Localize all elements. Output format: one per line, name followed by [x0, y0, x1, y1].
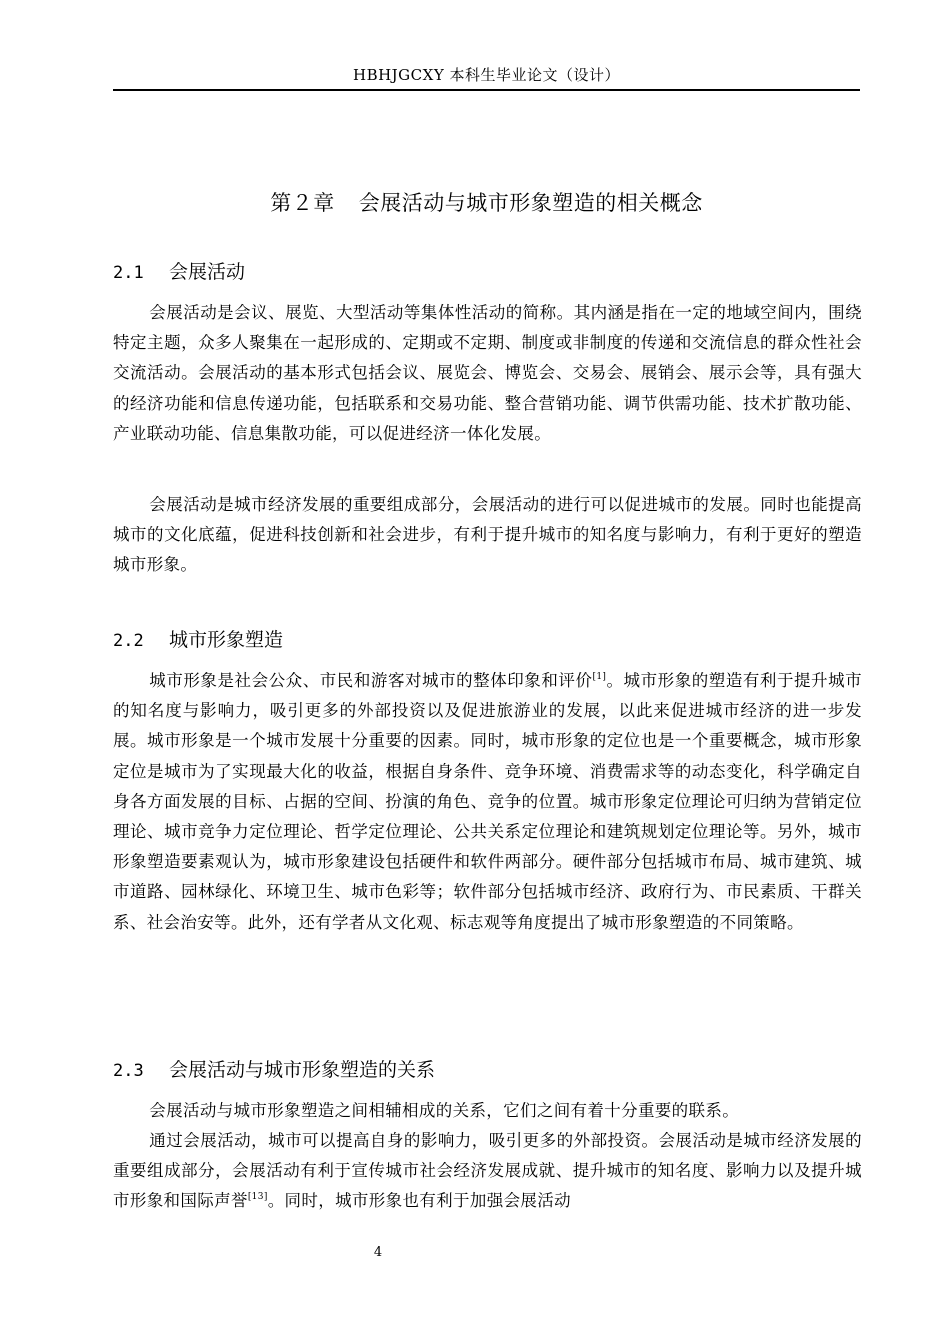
paragraph: 会展活动是会议、展览、大型活动等集体性活动的简称。其内涵是指在一定的地域空间内，围绕特定主题，众多人聚集在一起形成的、定期或不定期、制度或非制度的传递和交流信息的群众性社会交流活动。会展活动的基本形式包括会议、展览会、博览会、交易会、展销会、展示会等，具有强大的经济功能和信息传递功能，包括联系和交易功能、整合营销功能、调节供需功能、技术扩散功能、产业联动功能、信息集散功能，可以促进经济一体化发展。 [113, 303, 862, 443]
paragraph-text: 城市形象是社会公众、市民和游客对城市的整体印象和评价 [149, 671, 593, 690]
section-heading-2-2 [113, 625, 860, 656]
chapter-number: 第２章 [270, 191, 335, 215]
section-title: 城市形象塑造 [169, 629, 284, 651]
section-number: 2.3 [113, 1061, 144, 1081]
paragraph [113, 666, 862, 938]
chapter-title [113, 187, 860, 219]
section-title: 会展活动与城市形象塑造的关系 [169, 1059, 436, 1081]
chapter-title-text: 会展活动与城市形象塑造的相关概念 [358, 191, 703, 215]
paragraph-text: 通过会展活动，城市可以提高自身的影响力，吸引更多的外部投资。会展活动是城市经济发展的重要组成部分，会展活动有利于宣传城市社会经济发展成就、提升城市的知名度、影响力以及提升城市形象和国际声誉 [113, 1131, 862, 1211]
paragraph-text: 。城市形象的塑造有利于提升城市的知名度与影响力，吸引更多的外部投资以及促进旅游业的发展，以此来促进城市经济的进一步发展。城市形象是一个城市发展十分重要的因素。同时，城市形象的定位也是一个重要概念，城市形象定位是城市为了实现最大化的收益，根据自身条件、竞争环境、消费需求等的动态变化，科学确定自身各方面发展的目标、占据的空间、扮演的角色、竞争的位置。城市形象定位理论可归纳为营销定位理论、城市竞争力定位理论、哲学定位理论、公共关系定位理论和建筑规划定位理论等。另外，城市形象塑造要素观认为，城市形象建设包括硬件和软件两部分。硬件部分包括城市布局、城市建筑、城市道路、园林绿化、环境卫生、城市色彩等；软件部分包括城市经济、政府行为、市民素质、干群关系、社会治安等。此外，还有学者从文化观、标志观等角度提出了城市形象塑造的不同策略。 [113, 671, 863, 932]
section-heading-2-3 [113, 1055, 860, 1086]
paragraph-text: 。同时，城市形象也有利于加强会展活动 [267, 1191, 571, 1211]
citation: [1] [592, 672, 607, 682]
running-header: HBHJGCXY 本科生毕业论文（设计） [352, 66, 620, 84]
section-heading-2-1 [113, 257, 860, 288]
paragraph: 会展活动是城市经济发展的重要组成部分，会展活动的进行可以促进城市的发展。同时也能提高城市的文化底蕴，促进科技创新和社会进步，有利于提升城市的知名度与影响力，有利于更好的塑造城市形象。 [113, 495, 862, 575]
paragraph [113, 1126, 862, 1217]
header-rule [113, 89, 860, 91]
citation: [13] [247, 1192, 268, 1203]
section-number: 2.2 [113, 631, 144, 651]
section-number: 2.1 [113, 263, 144, 283]
paragraph: 会展活动与城市形象塑造之间相辅相成的关系，它们之间有着十分重要的联系。 [149, 1101, 740, 1120]
page-number: 4 [373, 1245, 383, 1260]
section-title: 会展活动 [169, 261, 246, 283]
